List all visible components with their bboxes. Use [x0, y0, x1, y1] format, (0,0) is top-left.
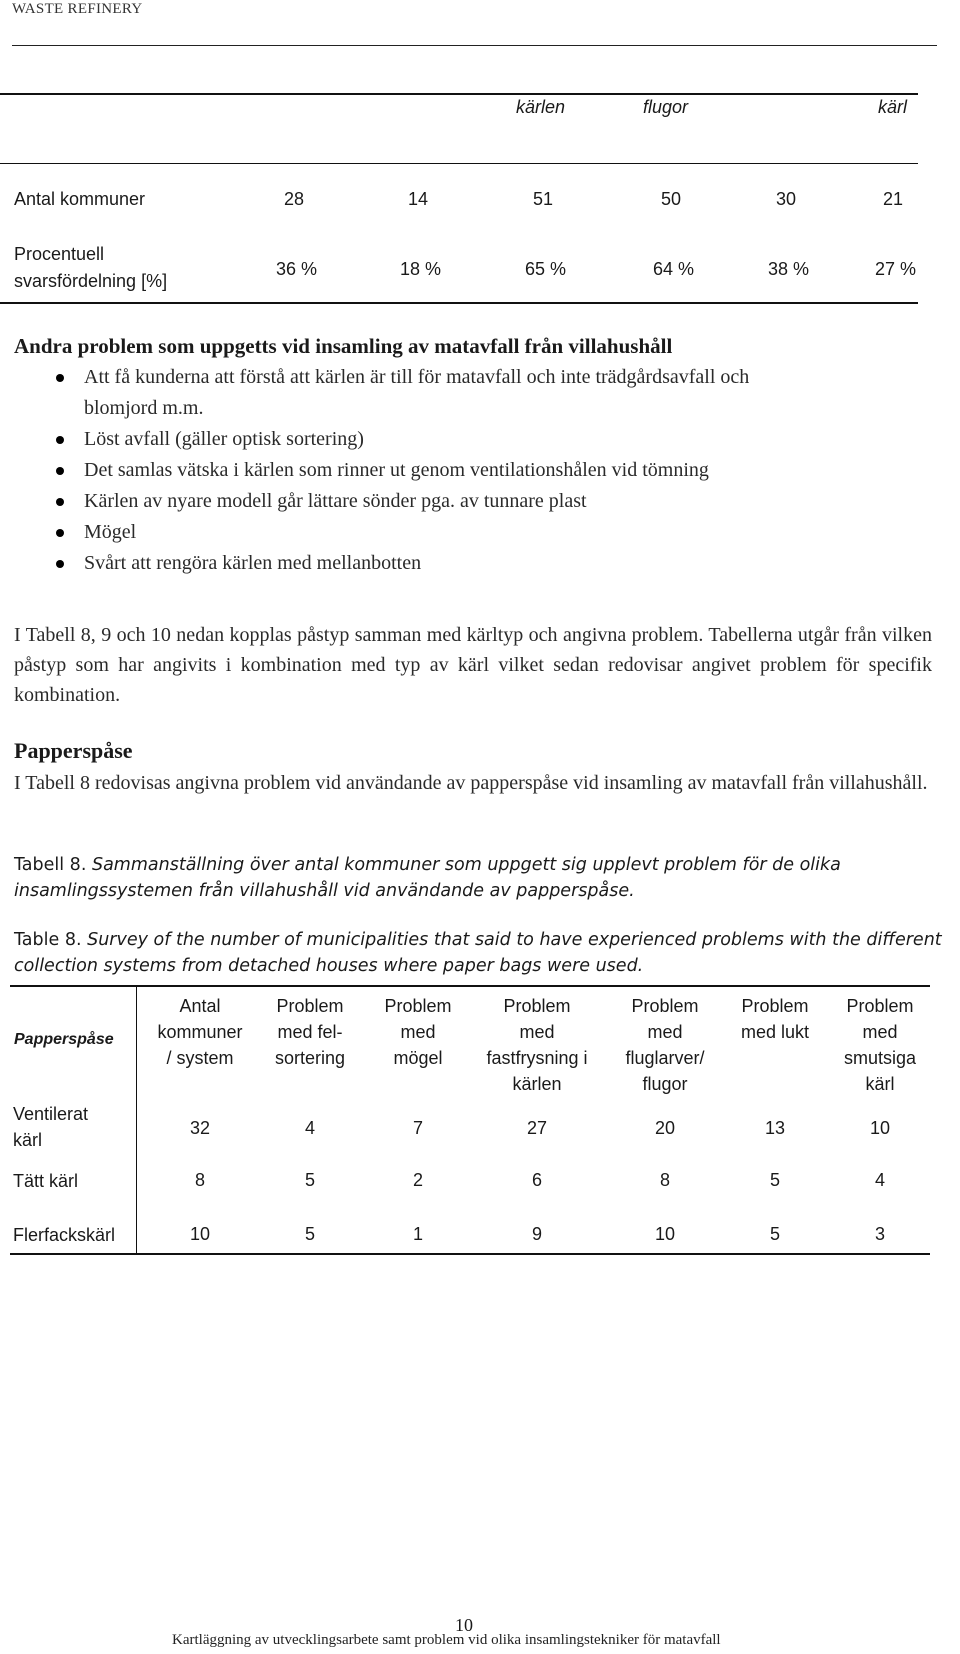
- table-cell: 2: [412, 1170, 423, 1190]
- table-cell: 64 %: [653, 259, 695, 279]
- document-header: WASTE REFINERY: [12, 1, 143, 17]
- table-cell: 8: [659, 1170, 670, 1190]
- page-footer: Kartläggning av utvecklingsarbete samt problem vid olika insamlingstekniker för matavfall: [172, 1632, 721, 1648]
- table-cell: 14: [408, 189, 429, 209]
- section-paragraph: I Tabell 8 redovisas angivna problem vid användande av papperspåse vid insamling av matavfall från villahushåll.: [14, 772, 928, 794]
- list-item-text: Det samlas vätska i kärlen som rinner ut genom ventilationshålen vid tömning: [84, 459, 709, 481]
- column-header: Problem med fel- sortering: [274, 996, 346, 1068]
- table-cell: 6: [531, 1170, 542, 1190]
- column-header: flugor: [643, 97, 689, 117]
- table-cell: 5: [304, 1170, 315, 1190]
- table-cell: 27: [526, 1118, 548, 1138]
- table-rule-top: [10, 985, 930, 987]
- table-cell: 27 %: [875, 259, 917, 279]
- bullet-icon: [56, 374, 64, 382]
- page-number: 10: [455, 1615, 473, 1635]
- bullet-icon: [56, 467, 64, 475]
- column-header: Problem med fluglarver/ flugor: [625, 996, 705, 1094]
- table-cell: 8: [194, 1170, 205, 1190]
- caption-label: Tabell 8.: [14, 855, 87, 875]
- header-rule: [12, 45, 937, 46]
- bullet-icon: [56, 498, 64, 506]
- table-cell: 5: [304, 1224, 315, 1244]
- list-item: [14, 517, 944, 548]
- table-cell: 10: [654, 1224, 676, 1244]
- column-header: Antal kommuner / system: [157, 996, 243, 1068]
- table-cell: 51: [533, 189, 554, 209]
- list-item-text: Löst avfall (gäller optisk sortering): [84, 428, 364, 450]
- section-heading: Papperspåse: [14, 738, 133, 763]
- row-label: Antal kommuner: [14, 189, 146, 209]
- column-header: Problem med fastfrysning i kärlen: [486, 996, 588, 1094]
- caption-label: Table 8.: [14, 930, 82, 950]
- table-rule-mid: [0, 163, 918, 164]
- table-column-divider: [136, 985, 137, 1255]
- caption-swedish: [14, 852, 944, 904]
- bullet-icon: [56, 560, 64, 568]
- row-label: Tätt kärl: [13, 1171, 79, 1191]
- table-rule-top: [0, 93, 918, 95]
- table-cell: 4: [304, 1118, 315, 1138]
- table-cell: 5: [769, 1224, 780, 1244]
- row-label: Procentuell: [14, 244, 105, 264]
- list-item-text: blomjord m.m.: [84, 397, 204, 419]
- table-cell: 13: [764, 1118, 786, 1138]
- column-header: Problem med mögel: [384, 996, 452, 1068]
- list-item: [14, 455, 944, 486]
- column-header: kärlen: [516, 97, 566, 117]
- problems-list: [14, 362, 944, 579]
- table-cell: 28: [284, 189, 305, 209]
- table-cell: 30: [776, 189, 797, 209]
- caption-text: Survey of the number of municipalities that said to have experienced problems with the different collection systems from detached houses where paper bags were used.: [14, 930, 942, 976]
- table-cell: 20: [654, 1118, 676, 1138]
- list-item-text: Kärlen av nyare modell går lättare sönder pga. av tunnare plast: [84, 490, 587, 512]
- table-cell: 7: [412, 1118, 423, 1138]
- list-item: [14, 486, 944, 517]
- table-cell: 36 %: [276, 259, 318, 279]
- table-cell: 21: [883, 189, 904, 209]
- table-cell: 3: [874, 1224, 885, 1244]
- list-item: [14, 548, 944, 579]
- table-cell: 4: [874, 1170, 885, 1190]
- table-cell: 10: [189, 1224, 211, 1244]
- table-cell: 10: [869, 1118, 891, 1138]
- table-cell: 5: [769, 1170, 780, 1190]
- table-cell: 32: [189, 1118, 211, 1138]
- list-item-text: Att få kunderna att förstå att kärlen är till för matavfall och inte trädgårdsavfall och: [84, 366, 750, 388]
- bullet-icon: [56, 436, 64, 444]
- table-cell: 38 %: [768, 259, 810, 279]
- table-cell: 50: [661, 189, 682, 209]
- row-label: Ventilerat kärl: [13, 1104, 89, 1150]
- table-cell: 9: [531, 1224, 542, 1244]
- table-rule-bottom: [0, 302, 918, 304]
- row-label: Flerfackskärl: [13, 1225, 116, 1245]
- list-item: [14, 424, 944, 455]
- intro-paragraph: I Tabell 8, 9 och 10 nedan kopplas påstyp samman med kärltyp och angivna problem. Tabellerna utgår från vilken påstyp som har angivits i kombination med typ av kärl vilket sedan redovisar angivet problem för specifik kombination.: [14, 624, 932, 706]
- caption-text: Sammanställning över antal kommuner som uppgett sig upplevt problem för de olika insamlingssystemen från villahushåll vid användande av papperspåse.: [14, 855, 841, 901]
- list-item: [14, 362, 944, 424]
- list-item-text: Svårt att rengöra kärlen med mellanbotten: [84, 552, 422, 574]
- caption-english: [14, 927, 944, 979]
- list-item-text: Mögel: [84, 521, 137, 543]
- table-cell: 18 %: [400, 259, 442, 279]
- row-label: svarsfördelning [%]: [14, 271, 168, 291]
- column-header: kärl: [878, 97, 908, 117]
- table-rule-bottom: [10, 1253, 930, 1255]
- problems-title: Andra problem som uppgetts vid insamling av matavfall från villahushåll: [14, 334, 673, 358]
- column-header: Problem med lukt: [740, 996, 810, 1042]
- table-cell: 65 %: [525, 259, 567, 279]
- bullet-icon: [56, 529, 64, 537]
- table-cell: 1: [412, 1224, 423, 1244]
- table-corner-label: Papperspåse: [14, 1031, 114, 1048]
- column-header: Problem med smutsiga kärl: [843, 996, 917, 1094]
